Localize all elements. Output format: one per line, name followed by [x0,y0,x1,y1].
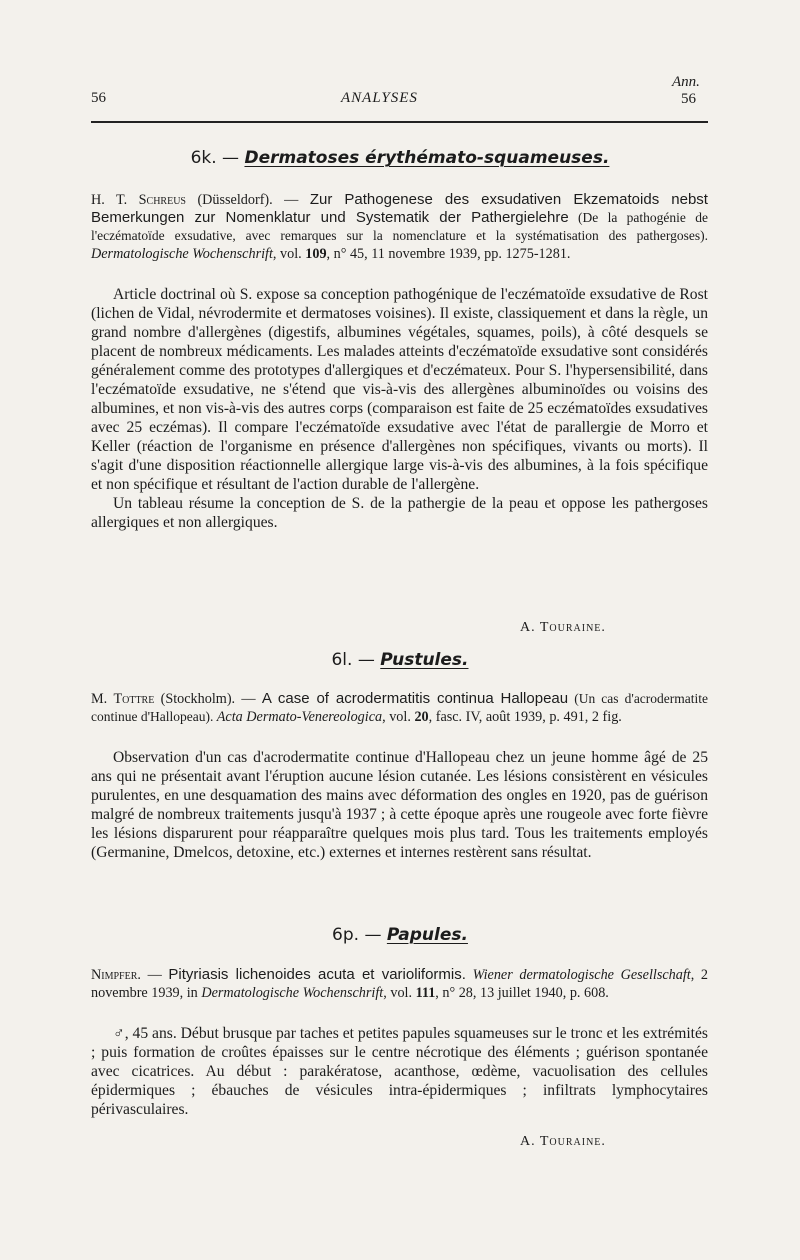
volume-number: 111 [415,985,436,1001]
abstract-paragraph: Observation d'un cas d'acrodermatite continue d'Hallopeau chez un jeune homme âgé de 25 ans qui ne présentait avant l'éruption aucune lésion cutanée. Les lésions consistèrent en vésicules purulentes, en une desquamation des mains avec déformation des ongles en 1920, pas de guérison malgré de nombreux traitements jusqu'à 1937 ; à cette époque après une rougeole avec forte fièvre les lésions disparurent pour réapparaître quelques mois plus tard. Tous les traitements employés (Germanine, Dmelcos, detoxine, etc.) externes et internes restèrent sans résultat. [91,749,708,861]
author-name: Nimpfer [91,967,138,983]
reference-schreus [91,191,708,263]
journal-abbrev: Ann. [672,74,700,90]
author-initials: H. T. [91,192,128,208]
section-dash: — [359,925,387,945]
page-number-left: 56 [91,90,106,106]
section-title: Dermatoses érythémato-squameuses. [244,148,610,168]
article-translation: (De la pathogénie de l'eczématoïde exsudative, avec remarques sur la nomenclature et la systématisation des pathergoses). [91,210,708,243]
journal-name: Dermatologische Wochenschrift [91,246,273,262]
section-number: 6k. [190,148,217,168]
section-heading-6k [90,148,710,168]
article-translation: (Un cas d'acrodermatite continue d'Hallopeau). [91,691,709,724]
section-title: Papules. [386,925,468,945]
volume-number: 109 [305,246,327,262]
section-heading-6l [90,650,710,670]
signature: A. Touraine. [520,620,606,635]
abstract-tottre [91,748,708,862]
author-initials: M. [91,691,108,707]
page-number-right: 56 [681,91,696,107]
section-dash: — [352,650,381,670]
citation-rest: , n° 28, 13 juillet 1940, p. 608. [435,985,609,1001]
section-dash: — [216,148,245,168]
author-name: Tottre [113,691,155,707]
abstract-schreus [91,285,708,532]
abstract-nimpfer [91,1024,708,1119]
author-place: . — [137,967,169,983]
society-name: Wiener dermatologische Gesellschaft [472,967,691,983]
abstract-paragraph: Article doctrinal où S. expose sa conception pathogénique de l'eczématoïde exsudative de Rost (lichen de Vidal, névrodermite et dermatoses voisines). Il existe, classiquement et dans la règle, un grand nombre d'allergènes (digestifs, albumines végétales, squames, poils), à côté desquels se placent de nombreux médicaments. Les malades atteints d'eczématoïde exsudative sont considérés généralement comme des prototypes d'allergiques et d'eczémateux. Pour S. l'hypersensibilité, dans l'eczématoïde exsudative, ne s'étend que vis-à-vis des allergènes albuminoïdes ou voisins des albumines, et non vis-à-vis des autres corps (comparaison est faite de 25 eczématoïdes exsudatives avec 25 eczémas). Il compare l'eczématoïde exsudative avec l'état de parallergie de Morro et Keller (réaction de l'organisme en présence d'allergènes non spécifiques, vivants ou morts). Il s'agit d'une disposition réactionnelle allergique large vis-à-vis des albumines, à la fois spécifique et non spécifique et résultant de l'action durable de l'allergène. [91,286,708,493]
section-number: 6l. [331,650,353,670]
author-name: Schreus [138,192,186,208]
vol-prefix: , vol. [383,985,416,1001]
author-place: (Düsseldorf). — [185,192,310,208]
header-rule [91,121,708,123]
abstract-paragraph: Un tableau résume la conception de S. de la pathergie de la peau et oppose les pathergoses allergiques et non allergiques. [91,495,708,531]
section-number: 6p. [332,925,360,945]
reference-nimpfer [91,966,708,1002]
vol-prefix: , vol. [382,709,415,725]
citation-rest: , n° 45, 11 novembre 1939, pp. 1275-1281. [326,246,571,262]
journal-name: Dermatologische Wochenschrift [201,985,384,1001]
article-title: A case of acrodermatitis continua Hallopeau [261,690,569,707]
author-place: (Stockholm). — [154,691,262,707]
article-title: Zur Pathogenese des exsudativen Ekzematoids nebst Bemerkungen zur Nomenklatur und Systematik der Pathergielehre [91,191,708,226]
vol-prefix: , vol. [272,246,306,262]
section-heading-6p [90,925,710,945]
journal-name: Acta Dermato-Venereologica [216,709,383,725]
reference-tottre [91,690,708,726]
abstract-paragraph: ♂, 45 ans. Début brusque par taches et petites papules squameuses sur le tronc et les extrémités ; puis formation de croûtes épaisses sur le centre nécrotique des éléments ; guérison spontanée avec cicatrices. Au début : parakératose, acanthose, œdème, vacuolisation des cellules épidermiques ; ébauches de vésicules intra-épidermiques ; infiltrats lymphocytaires périvasculaires. [91,1025,708,1118]
signature: A. Touraine. [520,1134,606,1149]
citation-mid: , 2 novembre 1939, in [91,967,709,1001]
section-title: Pustules. [380,650,469,670]
citation-rest: , fasc. IV, août 1939, p. 491, 2 fig. [428,709,622,725]
volume-number: 20 [414,709,429,725]
article-title: Pityriasis lichenoides acuta et varioliformis. [168,966,466,983]
running-title: ANALYSES [341,90,418,106]
